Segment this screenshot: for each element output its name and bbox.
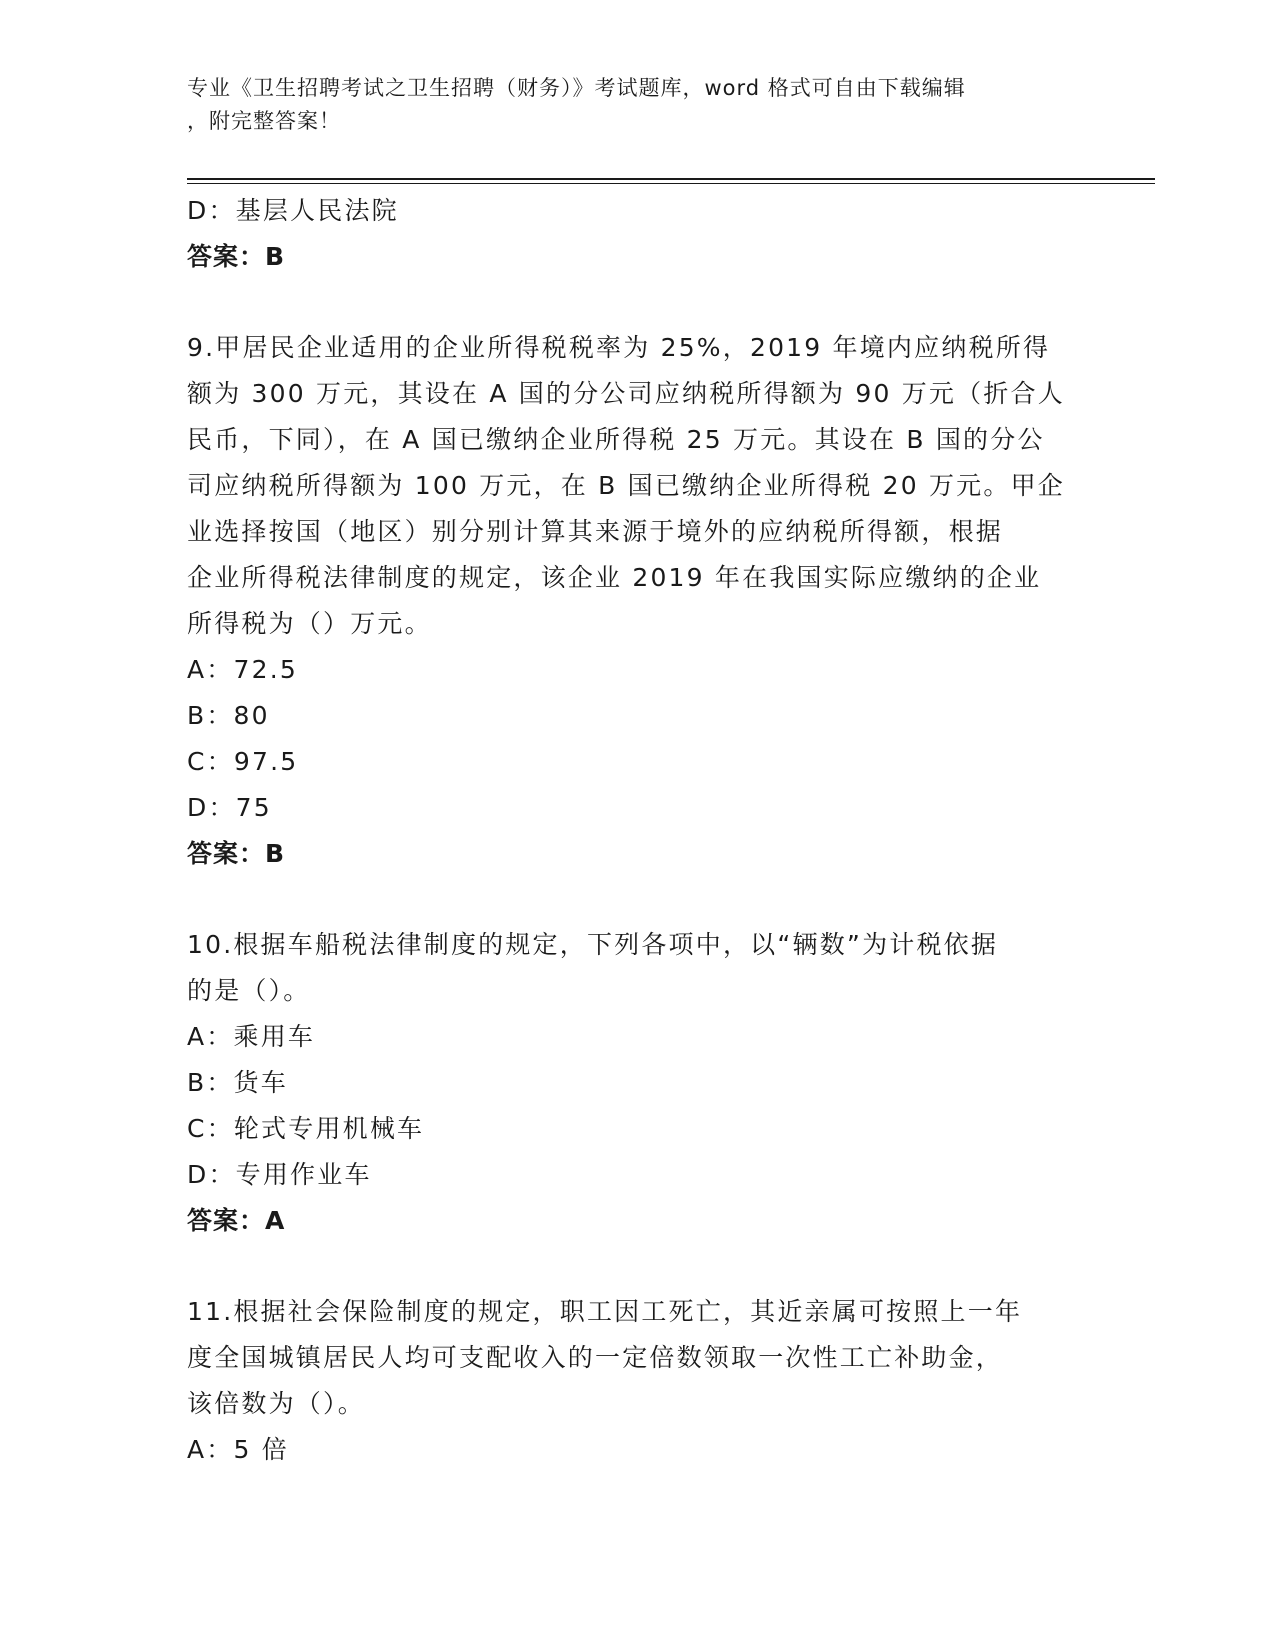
option-a: A：乘用车 bbox=[187, 1022, 316, 1051]
question-stem-line: 所得税为（）万元。 bbox=[187, 609, 432, 638]
spacer bbox=[187, 877, 1077, 922]
question-stem-line: 该倍数为（）。 bbox=[187, 1389, 365, 1418]
spacer bbox=[187, 280, 1077, 325]
question-stem-line: 度全国城镇居民人均可支配收入的一定倍数领取一次性工亡补助金， bbox=[187, 1343, 1004, 1372]
header-line-2: ，附完整答案！ bbox=[187, 109, 341, 133]
option-c: C：轮式专用机械车 bbox=[187, 1114, 425, 1143]
option-b: B：货车 bbox=[187, 1068, 288, 1097]
question-stem-line: 的是（）。 bbox=[187, 976, 311, 1005]
answer-line: 答案：A bbox=[187, 1206, 286, 1235]
option-d: D：专用作业车 bbox=[187, 1160, 372, 1189]
answer-line: 答案：B bbox=[187, 242, 286, 271]
question-stem-line: 9.甲居民企业适用的企业所得税税率为 25%，2019 年境内应纳税所得 bbox=[187, 333, 1051, 362]
question-stem-line: 11.根据社会保险制度的规定，职工因工死亡，其近亲属可按照上一年 bbox=[187, 1297, 1023, 1326]
header-divider-thick bbox=[187, 178, 1155, 180]
option-d: D：75 bbox=[187, 793, 272, 822]
option-b: B：80 bbox=[187, 701, 270, 730]
document-header bbox=[187, 72, 1087, 138]
question-stem-line: 民币，下同），在 A 国已缴纳企业所得税 25 万元。其设在 B 国的分公 bbox=[187, 425, 1045, 454]
question-stem-line: 司应纳税所得额为 100 万元，在 B 国已缴纳企业所得税 20 万元。甲企 bbox=[187, 471, 1065, 500]
option-a: A：72.5 bbox=[187, 655, 298, 684]
question-stem-line: 10.根据车船税法律制度的规定，下列各项中，以“辆数”为计税依据 bbox=[187, 930, 999, 959]
question-9 bbox=[187, 325, 1077, 877]
question-stem-line: 企业所得税法律制度的规定，该企业 2019 年在我国实际应缴纳的企业 bbox=[187, 563, 1042, 592]
header-divider-thin bbox=[187, 183, 1155, 184]
question-list bbox=[187, 188, 1077, 1473]
header-line-1: 专业《卫生招聘考试之卫生招聘（财务）》考试题库，word 格式可自由下载编辑 bbox=[187, 76, 966, 100]
question-stem-line: 额为 300 万元，其设在 A 国的分公司应纳税所得额为 90 万元（折合人 bbox=[187, 379, 1065, 408]
question-8-tail bbox=[187, 188, 1077, 280]
question-11 bbox=[187, 1289, 1077, 1473]
option-d: D：基层人民法院 bbox=[187, 196, 399, 225]
spacer bbox=[187, 1244, 1077, 1289]
answer-line: 答案：B bbox=[187, 839, 286, 868]
option-c: C：97.5 bbox=[187, 747, 299, 776]
option-a: A：5 倍 bbox=[187, 1435, 289, 1464]
question-stem-line: 业选择按国（地区）别分别计算其来源于境外的应纳税所得额，根据 bbox=[187, 517, 1004, 546]
question-10 bbox=[187, 922, 1077, 1244]
